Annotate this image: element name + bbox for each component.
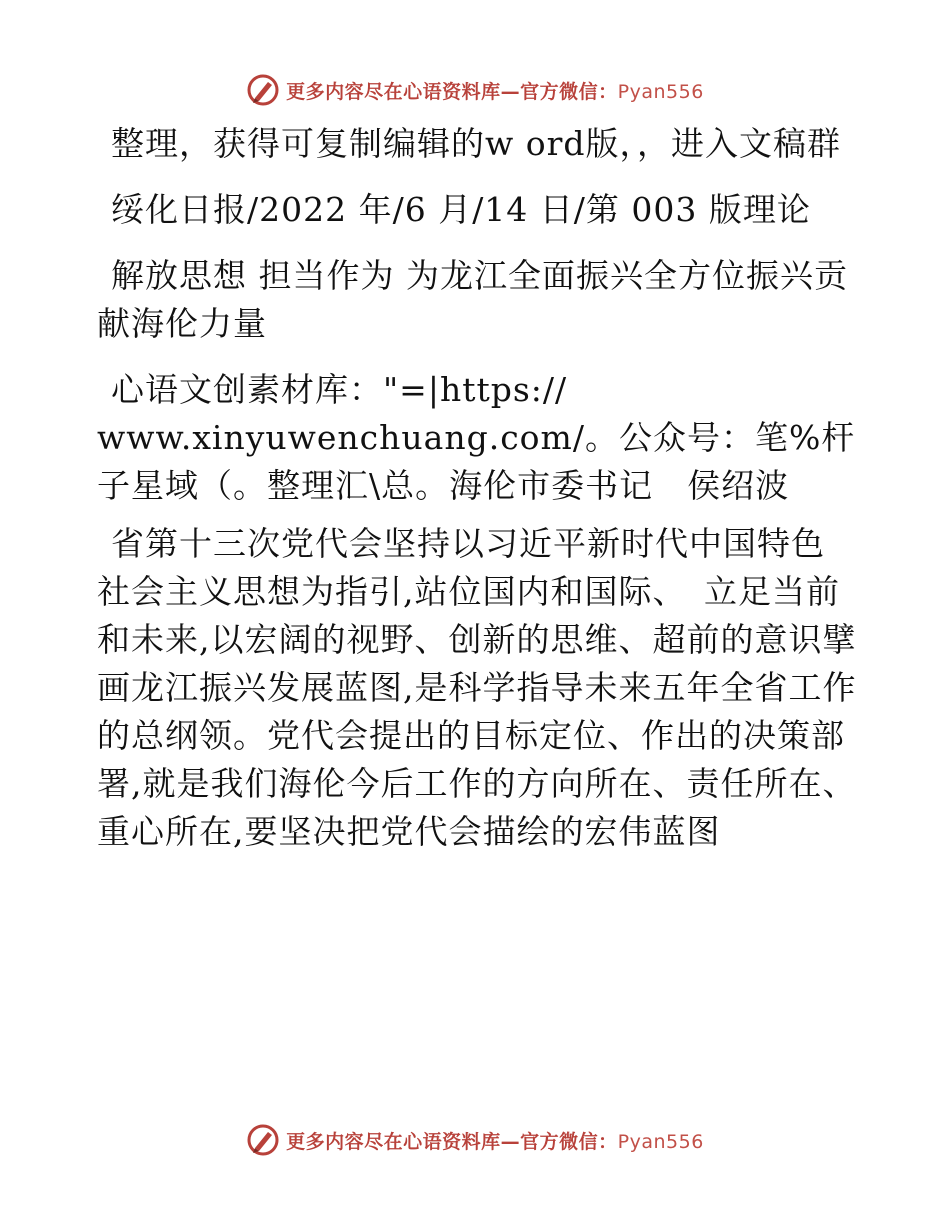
pen-logo-icon	[246, 1123, 280, 1157]
paragraph-body: 省第十三次党代会坚持以习近平新时代中国特色社会主义思想为指引,站位国内和国际、 立足当前和未来,以宏阔的视野、创新的思维、超前的意识擘画龙江振兴发展蓝图,是科学指导未来五年全省工作的总纲领。党代会提出的目标定位、作出的决策部署,就是我们海伦今后工作的方向所在、责任所在、重心所在,要坚决把党代会描绘的宏伟蓝图	[97, 524, 857, 851]
header-wechat-id: Pyan556	[617, 80, 704, 103]
footer-wechat-id: Pyan556	[617, 1130, 704, 1153]
header-banner-text: 更多内容尽在心语资料库—官方微信：Pyan556	[286, 80, 704, 103]
footer-watermark-banner	[0, 1120, 950, 1160]
paragraph-source: 绥化日报/2022 年/6 月/14 日/第 003 版理论	[111, 190, 811, 229]
paragraph-intro: 整理，获得可复制编辑的w ord版，，进入文稿群	[111, 124, 842, 163]
article-title: 解放思想 担当作为 为龙江全面振兴全方位振兴贡献海伦力量	[97, 256, 848, 343]
pen-logo-icon	[246, 73, 280, 107]
footer-banner-text: 更多内容尽在心语资料库—官方微信：Pyan556	[286, 1130, 704, 1153]
document-body	[97, 120, 857, 874]
paragraph-byline: 心语文创素材库："=|https:// www.xinyuwenchuang.com/。公众号：笔%杆子星域（。整理汇\总。海伦市委书记 侯绍波	[97, 370, 856, 505]
header-watermark-banner	[0, 70, 950, 110]
